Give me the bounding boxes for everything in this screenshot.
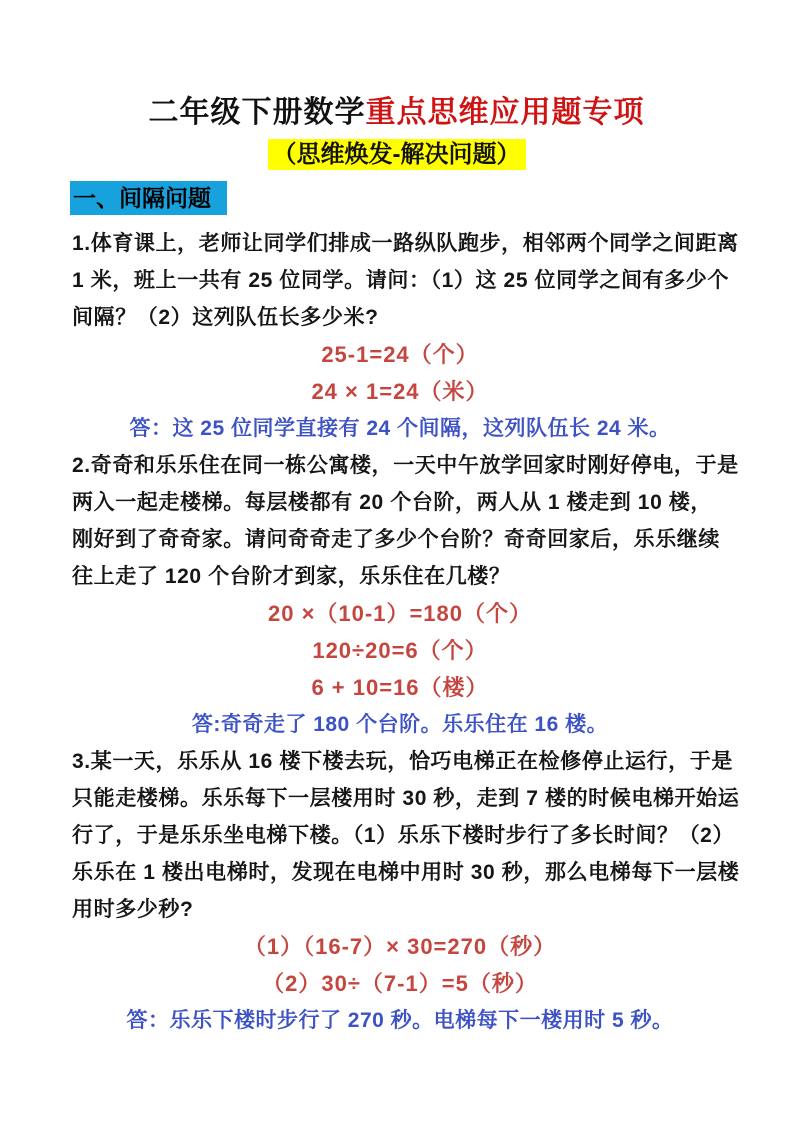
worksheet-content <box>72 225 740 1039</box>
problem-text-line: 1 米，班上一共有 25 位同学。请问：（1）这 25 位同学之间有多少个 <box>72 269 729 292</box>
problem-text-line: 只能走楼梯。乐乐每下一层楼用时 30 秒，走到 7 楼的时候电梯开始运 <box>72 787 740 810</box>
problem-2 <box>72 447 739 743</box>
answer-line: 答:奇奇走了 180 个台阶。乐乐住在 16 楼。 <box>191 713 609 736</box>
equation-line: 20 ×（10-1）=180（个） <box>267 601 533 626</box>
equation-line: （1）（16-7）× 30=270（秒） <box>243 934 557 959</box>
section-heading: 一、间隔问题 <box>70 181 227 215</box>
problem-text-line: 1.体育课上，老师让同学们排成一路纵队跑步，相邻两个同学之间距离 <box>72 232 739 255</box>
answer-line: 答：乐乐下楼时步行了 270 秒。电梯每下一楼用时 5 秒。 <box>126 1009 674 1032</box>
equation-line: 25-1=24（个） <box>321 342 479 367</box>
problem-text-line: 间隔？（2）这列队伍长多少米? <box>72 306 379 329</box>
page-subtitle-highlight: （思维焕发-解决问题） <box>268 139 526 170</box>
problem-1 <box>72 225 739 447</box>
answer-line: 答：这 25 位同学直接有 24 个间隔，这列队伍长 24 米。 <box>129 417 671 440</box>
equation-line: （2）30÷（7-1）=5（秒） <box>262 971 538 996</box>
page-title-black: 二年级下册数学 <box>148 96 366 129</box>
problem-text-line: 3.某一天，乐乐从 16 楼下楼去玩，恰巧电梯正在检修停止运行，于是 <box>72 750 733 773</box>
problem-text-line: 两入一起走楼梯。每层楼都有 20 个台阶，两人从 1 楼走到 10 楼， <box>72 491 713 514</box>
page-subtitle <box>0 138 793 175</box>
page-title <box>0 0 793 134</box>
problem-text-line: 行了，于是乐乐坐电梯下楼。（1）乐乐下楼时步行了多长时间？（2） <box>72 824 735 847</box>
problem-text-line: 用时多少秒? <box>72 898 194 921</box>
problem-text-line: 2.奇奇和乐乐住在同一栋公寓楼，一天中午放学回家时刚好停电，于是 <box>72 454 739 477</box>
equation-line: 120÷20=6（个） <box>312 638 488 663</box>
problem-text-line: 刚好到了奇奇家。请问奇奇走了多少个台阶？奇奇回家后，乐乐继续 <box>72 528 720 551</box>
problem-3 <box>72 743 740 1039</box>
problem-text-line: 往上走了 120 个台阶才到家，乐乐住在几楼？ <box>72 565 511 588</box>
section-heading-row <box>70 181 793 215</box>
equation-line: 6 + 10=16（楼） <box>311 675 489 700</box>
equation-line: 24 × 1=24（米） <box>311 379 489 404</box>
page-title-red: 重点思维应用题专项 <box>365 96 645 129</box>
problem-text-line: 乐乐在 1 楼出电梯时，发现在电梯中用时 30 秒，那么电梯每下一层楼 <box>72 861 740 884</box>
